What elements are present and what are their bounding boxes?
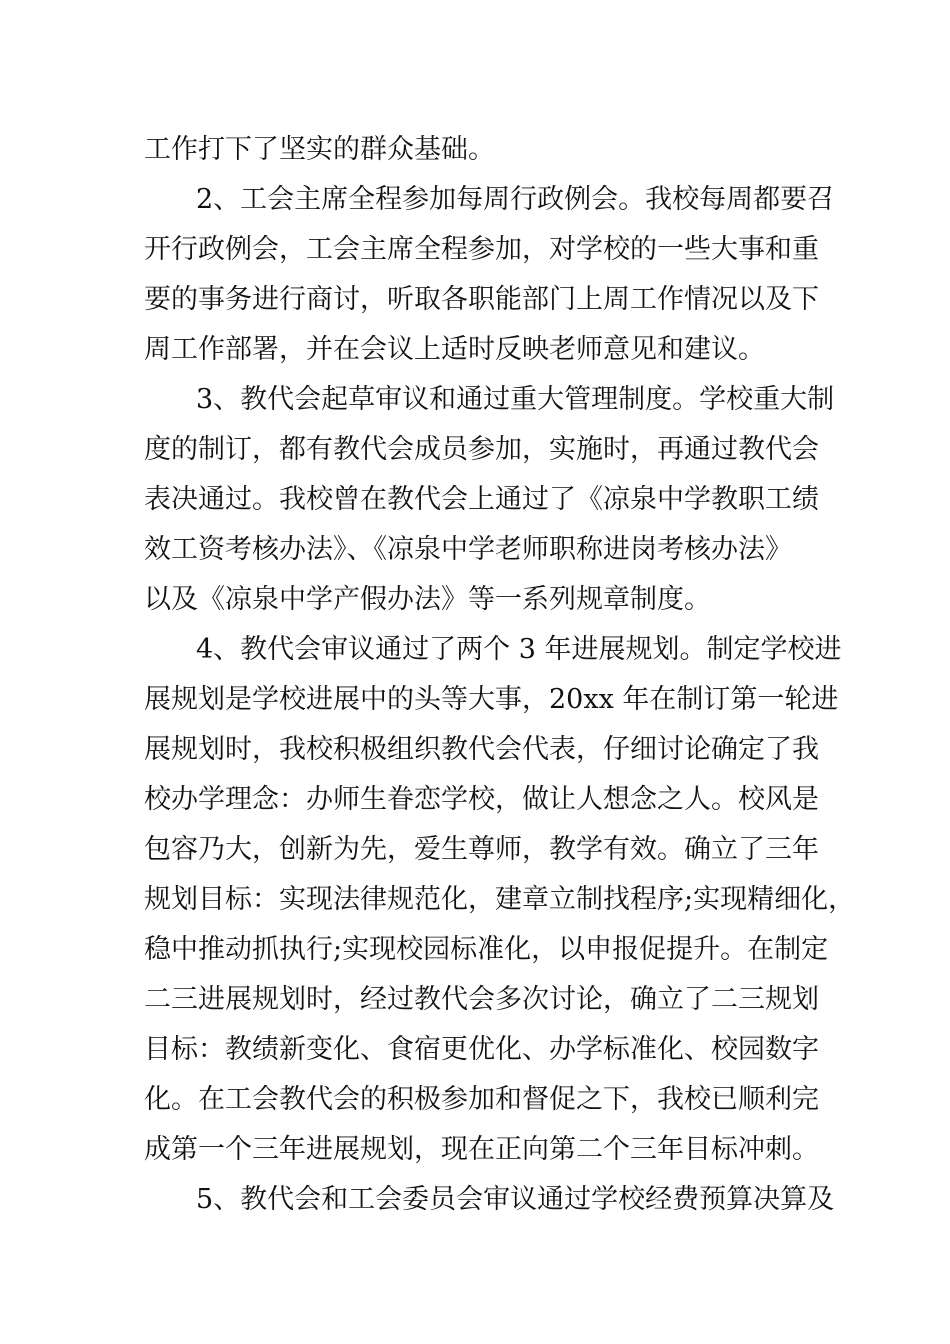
paragraph-text: 稳中推动抓执行;实现校园标准化，以申报促提升。在制定: [144, 934, 829, 965]
paragraph-text: 开行政例会，工会主席全程参加，对学校的一些大事和重: [144, 234, 819, 265]
paragraph-heading-5: 5、教代会和工会委员会审议通过学校经费预算决算及: [196, 1184, 835, 1215]
paragraph-text: 展规划时，我校积极组织教代会代表，仔细讨论确定了我: [144, 734, 819, 765]
text-line: [0, 426, 950, 474]
paragraph-text: 展规划是学校进展中的头等大事，20xx 年在制订第一轮进: [144, 684, 839, 715]
text-line: [0, 726, 950, 774]
text-line: [0, 526, 950, 574]
paragraph-text: 规划目标：实现法律规范化，建章立制找程序;实现精细化，: [144, 884, 856, 915]
paragraph-text: 要的事务进行商讨，听取各职能部门上周工作情况以及下: [144, 284, 819, 315]
text-line: [0, 926, 950, 974]
text-line: [0, 576, 950, 624]
paragraph-text: 周工作部署，并在会议上适时反映老师意见和建议。: [144, 334, 765, 365]
paragraph-text: 成第一个三年进展规划，现在正向第二个三年目标冲刺。: [144, 1134, 819, 1165]
paragraph-text: 度的制订，都有教代会成员参加，实施时，再通过教代会: [144, 434, 819, 465]
paragraph-text: 效工资考核办法》、《凉泉中学老师职称进岗考核办法》: [144, 534, 792, 565]
text-line: [0, 826, 950, 874]
text-line: [0, 1076, 950, 1124]
text-line: [0, 276, 950, 324]
paragraph-text: 化。在工会教代会的积极参加和督促之下，我校已顺利完: [144, 1084, 819, 1115]
paragraph-text: 二三进展规划时，经过教代会多次讨论，确立了二三规划: [144, 984, 819, 1015]
text-line: [0, 326, 950, 374]
text-line: [0, 776, 950, 824]
text-line: [0, 1176, 950, 1224]
paragraph-heading-3: 3、教代会起草审议和通过重大管理制度。学校重大制: [196, 384, 835, 415]
text-line: [0, 176, 950, 224]
paragraph-text: 以及《凉泉中学产假办法》等一系列规章制度。: [144, 584, 711, 615]
text-line: [0, 226, 950, 274]
paragraph-text: 表决通过。我校曾在教代会上通过了《凉泉中学教职工绩: [144, 484, 819, 515]
paragraph-text: 包容乃大，创新为先，爱生尊师，教学有效。确立了三年: [144, 834, 819, 865]
paragraph-heading-4: 4、教代会审议通过了两个 3 年进展规划。制定学校进: [196, 634, 842, 665]
paragraph-text: 校办学理念：办师生眷恋学校，做让人想念之人。校风是: [144, 784, 819, 815]
paragraph-text: 目标：教绩新变化、食宿更优化、办学标准化、校园数字: [144, 1034, 819, 1065]
text-line: [0, 876, 950, 924]
paragraph-text: 工作打下了坚实的群众基础。: [144, 134, 495, 165]
text-line: [0, 376, 950, 424]
text-line: [0, 976, 950, 1024]
text-line: [0, 626, 950, 674]
text-line: [0, 1026, 950, 1074]
text-line: [0, 676, 950, 724]
text-line: [0, 126, 950, 174]
text-line: [0, 476, 950, 524]
paragraph-heading-2: 2、工会主席全程参加每周行政例会。我校每周都要召: [196, 184, 835, 215]
text-line: [0, 1126, 950, 1174]
